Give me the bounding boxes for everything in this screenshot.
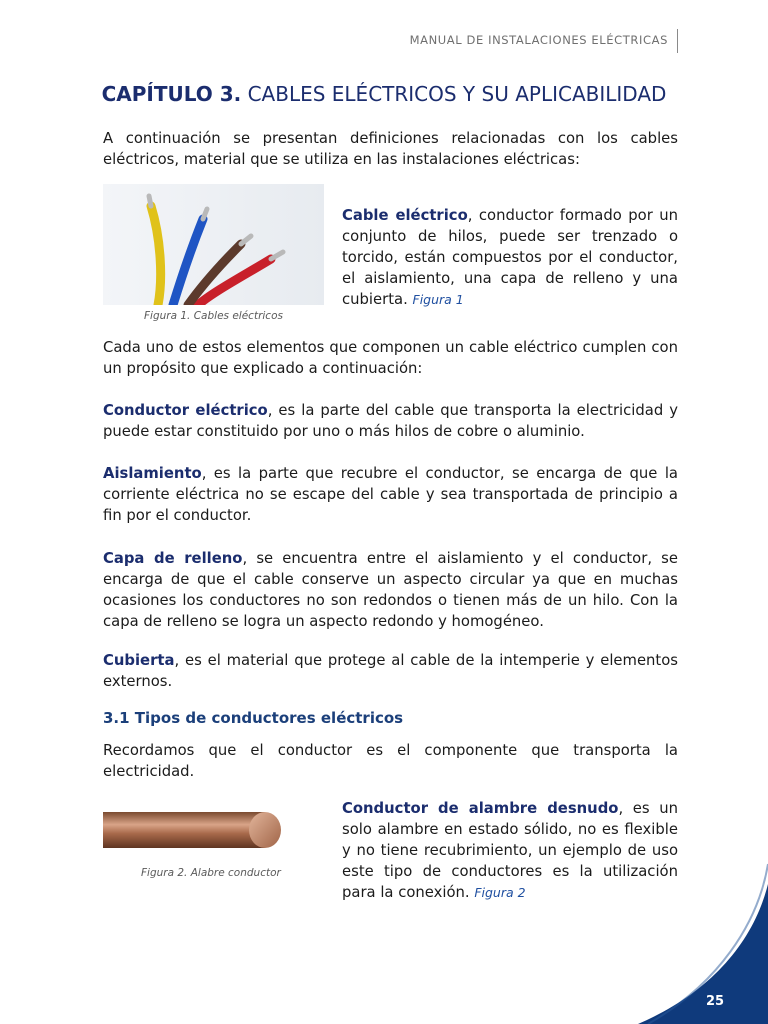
section-intro: Recordamos que el conductor es el componente que transporta la electricidad. <box>103 742 678 780</box>
copper-wire-image <box>103 808 283 852</box>
copper-wire-illustration <box>103 808 283 852</box>
chapter-name: CABLES ELÉCTRICOS Y SU APLICABILIDAD <box>247 82 667 106</box>
cables-image <box>103 184 324 305</box>
cable-text: , conductor formado por un conjunto de hilos, puede ser trenzado o torcido, están compuestos por el conductor, el aislamiento, una capa de relleno y una cubierta. <box>342 207 678 308</box>
definition-term: Conductor eléctrico <box>103 402 268 419</box>
corner-decoration <box>568 824 768 1024</box>
section-title: 3.1 Tipos de conductores eléctricos <box>103 709 404 727</box>
figure-2-caption: Figura 2. Alabre conductor <box>141 867 281 879</box>
definition-term: Capa de relleno <box>103 550 243 567</box>
definition-text: , es la parte del cable que transporta la electricidad y puede estar constituido por uno o más hilos de cobre o aluminio. <box>103 402 678 440</box>
wire-text: , es un solo alambre en estado sólido, no es flexible y no tiene recubrimiento, un ejemplo de uso este tipo de conductores es la utilización para la conexión. <box>342 800 678 901</box>
wire-term: Conductor de alambre desnudo <box>342 800 619 817</box>
intro-paragraph: A continuación se presentan definiciones relacionadas con los cables eléctricos, material que se utiliza en las instalaciones eléctricas: <box>103 130 678 168</box>
definition-text: , se encuentra entre el aislamiento y el conductor, se encarga de que el cable conserve un aspecto circular ya que en muchas ocasiones los conductores no son redondos o tienen más de un hilo. Con la capa de relleno se logra un aspecto redondo y homogéneo. <box>103 550 678 630</box>
definition-conductor <box>103 400 678 442</box>
elements-intro: Cada uno de estos elementos que componen un cable eléctrico cumplen con un propósito que explicado a continuación: <box>103 339 678 377</box>
definition-text: , es la parte que recubre el conductor, se encarga de que la corriente eléctrica no se escape del cable y sea transportada de principio a fin por el conductor. <box>103 465 678 524</box>
header-divider <box>677 29 678 53</box>
figure-1-caption: Figura 1. Cables eléctricos <box>144 310 283 322</box>
figure-2-reference: Figura 2 <box>474 885 526 900</box>
cables-illustration <box>103 184 324 305</box>
cable-term: Cable eléctrico <box>342 207 468 224</box>
running-header: MANUAL DE INSTALACIONES ELÉCTRICAS <box>409 33 668 47</box>
definition-text: , es el material que protege al cable de la intemperie y elementos externos. <box>103 652 678 690</box>
chapter-title <box>0 82 768 106</box>
page-number: 25 <box>706 994 725 1009</box>
definition-aislamiento <box>103 463 678 526</box>
definition-cubierta <box>103 650 678 692</box>
definition-term: Cubierta <box>103 652 175 669</box>
definition-term: Aislamiento <box>103 465 202 482</box>
figure-1-reference: Figura 1 <box>412 292 464 307</box>
cable-definition <box>342 205 678 310</box>
definition-capa-relleno <box>103 548 678 632</box>
chapter-number: CAPÍTULO 3. <box>101 82 242 106</box>
